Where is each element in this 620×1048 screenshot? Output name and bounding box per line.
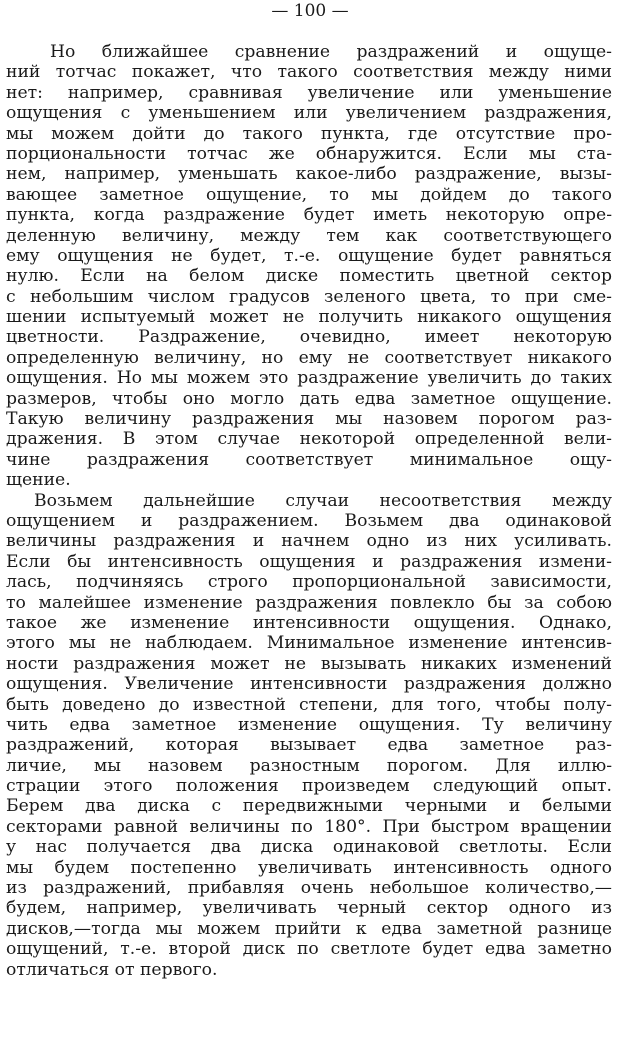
text-line: дисков,—тогда мы можем прийти к едва заметной разнице — [6, 918, 612, 939]
text-line: то малейшее изменение раздражения повлекло бы за собою — [6, 592, 612, 613]
text-line: ний тотчас покажет, что такого соответствия между ними — [6, 62, 612, 83]
text-line: мы можем дойти до такого пункта, где отсутствие про- — [6, 123, 612, 144]
text-line: ему ощущения не будет, т.-е. ощущение будет равняться — [6, 245, 612, 266]
text-line: отличаться от первого. — [6, 959, 218, 980]
text-line: ощущений, т.-е. второй диск по светлоте будет едва заметно — [6, 939, 612, 960]
text-line: ощущением и раздражением. Возьмем два одинаковой — [6, 510, 612, 531]
text-line: Возьмем дальнейшие случаи несоответствия между — [34, 490, 612, 511]
text-line: страции этого положения произведем следующий опыт. — [6, 776, 612, 797]
text-line: ощущения. Но мы можем это раздражение увеличить до таких — [6, 368, 612, 389]
text-line: из раздражений, прибавляя очень небольшое количество,— — [6, 878, 612, 899]
text-line: ности раздражения может не вызывать никаких изменений — [6, 653, 612, 674]
text-line: щение. — [6, 470, 71, 491]
text-line: Но ближайшее сравнение раздражений и ощуще- — [50, 42, 612, 62]
text-line: с небольшим числом градусов зеленого цвета, то при сме- — [6, 286, 612, 307]
text-line: раздражений, которая вызывает едва заметное раз- — [6, 735, 612, 756]
text-line: будем, например, увеличивать черный сектор одного из — [6, 898, 612, 919]
text-line: определенную величину, но ему не соответствует никакого — [6, 347, 612, 368]
text-line: этого мы не наблюдаем. Минимальное изменение интенсив- — [6, 633, 612, 654]
text-line: Такую величину раздражения мы назовем порогом раз- — [6, 409, 612, 430]
page-number: — 100 — — [271, 1, 349, 21]
text-line: Если бы интенсивность ощущения и раздражения измени- — [6, 551, 612, 572]
text-line: дражения. В этом случае некоторой определенной вели- — [6, 429, 612, 450]
text-line: чить едва заметное изменение ощущения. Ту величину — [6, 714, 612, 735]
text-line: деленную величину, между тем как соответствующего — [6, 225, 612, 246]
text-line: размеров, чтобы оно могло дать едва заметное ощущение. — [6, 388, 612, 409]
text-line: Берем два диска с передвижными черными и белыми — [6, 796, 612, 817]
text-line: шении испытуемый может не получить никакого ощущения — [6, 307, 612, 328]
body-text — [6, 42, 612, 980]
text-line: чине раздражения соответствует минимальное ощу- — [6, 449, 612, 470]
text-line: порциональности тотчас же обнаружится. Если мы ста- — [6, 143, 612, 164]
text-line: вающее заметное ощущение, то мы дойдем до такого — [6, 184, 612, 205]
text-line: такое же изменение интенсивности ощущения. Однако, — [6, 612, 612, 633]
text-line: у нас получается два диска одинаковой светлоты. Если — [6, 837, 612, 858]
text-line: личие, мы назовем разностным порогом. Для иллю- — [6, 755, 612, 776]
text-line: ощущения. Увеличение интенсивности раздражения должно — [6, 674, 612, 695]
text-line: быть доведено до известной степени, для того, чтобы полу- — [6, 694, 612, 715]
text-line: лась, подчиняясь строго пропорциональной зависимости, — [6, 572, 612, 593]
text-line: нем, например, уменьшать какое-либо раздражение, вызы- — [6, 164, 612, 185]
text-line: нет: например, сравнивая увеличение или уменьшение — [6, 82, 612, 103]
text-line: мы будем постепенно увеличивать интенсивность одного — [6, 857, 612, 878]
text-line: величины раздражения и начнем одно из них усиливать. — [6, 531, 612, 552]
text-line: секторами равной величины по 180°. При быстром вращении — [6, 816, 612, 837]
text-line: нулю. Если на белом диске поместить цветной сектор — [6, 266, 612, 287]
text-line: пункта, когда раздражение будет иметь некоторую опре- — [6, 205, 612, 226]
text-line: ощущения с уменьшением или увеличением раздражения, — [6, 103, 612, 124]
text-line: цветности. Раздражение, очевидно, имеет некоторую — [6, 327, 612, 348]
